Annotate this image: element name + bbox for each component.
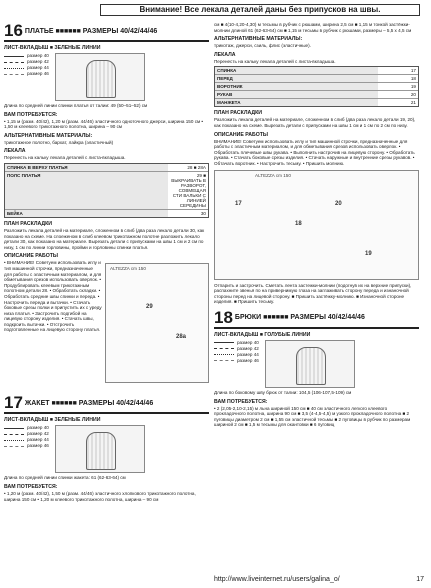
plan-heading: ПЛАН РАСКЛАДКИ [214, 110, 263, 117]
desc-text: ВНИМАНИЕ! Советуем использовать иглу и тип машинной строчки, предназначенные для работы с эластичным материалом, и для обметывания срезов использовать оверлок. • Обработать плечевые швы рукава. • Выполнить настрочив на лицевую сторону. • Обработать рукава. • Стачать боковые срезы изделия. • Стачать наружные и внутренние срезы рукавов. • Обтачать воротник. • Настрочить тесьму. • Пришить молнию. [214, 138, 415, 166]
section-number: 17 [4, 393, 23, 413]
section-18-header [214, 309, 419, 329]
width-caption: ALTEZZA cm 150 [110, 266, 146, 272]
size-label: размер 40 [237, 339, 259, 345]
line-swatch-icon [4, 74, 24, 75]
line-swatch-icon [214, 360, 234, 361]
size-label: размер 42 [237, 345, 259, 351]
size-label: размер 46 [27, 443, 49, 449]
size-legend [4, 53, 209, 101]
size-label: размер 46 [27, 71, 49, 76]
size-label: размер 44 [27, 437, 49, 443]
line-swatch-icon [214, 342, 234, 343]
sheet-label: ЛИСТ-ВКЛАДЫШ ■ ЗЕЛЕНЫЕ ЛИНИИ [4, 45, 101, 51]
plan-text: Разложить лекала деталей на материале, сложенном в слиб (два раза лекало детали 30, как показано на схеме. На слоеженом в слиб клеевом трикотажном полотне разложить лекало детали 30, как показано на материале. Вырезать детали с припусками на швы 1 см и 2 см по низу, 1 см по линии горловины, пройми и горловины спинки платья. [4, 227, 205, 250]
size-label: размер 40 [27, 53, 49, 58]
section-title: БРЮКИ ■■■■■■ РАЗМЕРЫ 40/42/44/46 [234, 314, 365, 322]
width-caption: ALTEZZA cm 150 [255, 172, 291, 178]
left-column [4, 22, 209, 502]
parts-table [214, 66, 419, 107]
source-url[interactable]: http://www.liveinternet.ru/users/galina_o/ [214, 576, 340, 583]
size-label: размер 42 [27, 431, 49, 437]
section-number: 18 [214, 307, 233, 327]
size-label: размер 42 [27, 59, 49, 64]
section-number: 16 [4, 21, 23, 40]
table-row: БЕЙКА 30 [7, 210, 206, 216]
table-row: ВОРОТНИК 19 [217, 84, 416, 90]
table-row: РУКАВ 20 [217, 92, 416, 98]
lekala-text: Перенесть на кальку лекала деталей с листа-вкладыша. [4, 155, 126, 161]
table-row: МАНЖЕТА 21 [217, 100, 416, 106]
alt-heading: АЛЬТЕРНАТИВНЫЕ МАТЕРИАЛЫ: [214, 36, 303, 43]
size-label: размер 40 [27, 425, 49, 431]
parts-table [4, 163, 209, 218]
table-row: ПЕРЕД 18 [217, 76, 416, 82]
plan-text: Разложить лекала деталей на материале, сложенном в слиб (два раза лекало детали 19, 20), как показано на схеме. Вырезать детали с припусками на швы 1 см и 1 см по 2 см по низу. [214, 117, 416, 128]
need-heading: ВАМ ПОТРЕБУЕТСЯ: [4, 111, 58, 118]
need-heading: ВАМ ПОТРЕБУЕТСЯ: [214, 398, 268, 405]
length-note: Длина по средней линии спинки жакета: 61 (62-63-64) см [4, 475, 126, 481]
size-label: размер 46 [237, 357, 259, 363]
size-legend [4, 425, 209, 473]
trousers-illustration [265, 340, 355, 388]
page-number: 17 [416, 576, 424, 583]
layout-diagram [214, 170, 419, 280]
plan-heading: ПЛАН РАСКЛАДКИ [4, 220, 53, 227]
size-label: размер 44 [237, 351, 259, 357]
piece-label: 17 [235, 200, 242, 207]
jacket-illustration [55, 425, 145, 473]
line-swatch-icon [214, 348, 234, 349]
banner: Внимание! Все лекала деталей даны без припусков на швы. [100, 4, 420, 16]
continued-text: см ■ 4(10-4,20-4,30) м тесьмы в рубчик с рюшами, ширина 2,5 см ■ 1,15 м тонкой застёжки-молнии длиной 61 (62-63-64) см ■ 1,15 м тесьмы в рубчик с рюшами, размеры – 5,5 х 4,5 см [214, 22, 412, 33]
need-text: • 1,20 м (разм. 40/42), 1,50 м (разм. 44/46) эластичного хлопкового трикотажного полотна, ширина 150 см • 1,20 м клеевого трикотажного полотна, ширина – 90 см [4, 490, 196, 502]
table-row: СПИНКА 17 [217, 68, 416, 74]
desc-heading: ОПИСАНИЕ РАБОТЫ [4, 253, 58, 260]
section-16-header [4, 22, 209, 42]
lekala-heading: ЛЕКАЛА [4, 148, 26, 155]
desc-heading: ОПИСАНИЕ РАБОТЫ [214, 131, 268, 138]
piece-label: 20 [335, 200, 342, 207]
need-heading: ВАМ ПОТРЕБУЕТСЯ: [4, 483, 58, 490]
piece-label: 28a [176, 334, 187, 341]
lekala-text: Перенесть на кальку лекала деталей с листа-вкладыша. [214, 58, 336, 64]
piece-label: 29 [146, 304, 153, 311]
piece-label: 19 [365, 250, 372, 257]
need-text: • 1,15 м (разм. 40/42), 1,20 м (разм. 44/46) эластичного одноточного джерси, ширина 150 см • 1,50 м клеевого трикотажного полотна, ширина – 90 см [4, 118, 204, 130]
alt-text: трикотажное полотно, бархат, лайкра (эластичный) [4, 139, 114, 145]
alt-text: трикотаж, джерси, сзиль, флис (эластичные). [214, 43, 311, 49]
section-title: ЖАКЕТ ■■■■■■ РАЗМЕРЫ 40/42/44/46 [24, 399, 154, 407]
need-text: • 2 (2,05-2,10-2,15) м льна шириной 150 см ■ 40 см эластичного легкого клеевого прокладочного полотна, ширина 90 см ■ 3,5 (4-4,5-4,5) м узкого прокладочного полотна ■ 2 пуговицы диаметром 2 см ■ 1,55 см эластичной тесьмы ■ 2 пуговицы в рубчик по размерам шириной 2 см ■ 1,5 м тесьмы для окантовки ■ 6 пуговиц [214, 405, 411, 428]
length-note: Длина по средней линии спинки платья от талии: 49 (50–51–52) см [4, 103, 148, 108]
piece-label: 18 [295, 220, 302, 227]
line-swatch-icon [4, 62, 24, 63]
line-swatch-icon [4, 68, 24, 69]
line-swatch-icon [4, 446, 24, 447]
size-legend [214, 340, 419, 388]
line-swatch-icon [214, 354, 234, 355]
alt-heading: АЛЬТЕРНАТИВНЫЕ МАТЕРИАЛЫ: [4, 132, 93, 139]
sheet-label: ЛИСТ-ВКЛАДЫШ ■ ГОЛУБЫЕ ЛИНИИ [214, 331, 311, 338]
table-row: СПИНКА В ВЕРХУ ПЛАТЬЯ 28 ■ 28А [7, 164, 206, 170]
section-title: ПЛАТЬЕ ■■■■■■ РАЗМЕРЫ 40/42/44/46 [24, 27, 158, 35]
layout-diagram [105, 263, 209, 383]
lekala-heading: ЛЕКАЛА [214, 51, 236, 58]
section-17-header [4, 394, 209, 414]
table-row: ПОЛС ПЛАТЬЯ 29 ■ ВЫКРАИВАТЬ В РАЗВОРОТ, СОВМЕЩАЯ СТИ ВАЛЬКИ С ЛИНИЕЙ СЕРЕДИНЫ [7, 172, 206, 208]
size-label: размер 44 [27, 65, 49, 70]
line-swatch-icon [4, 434, 24, 435]
right-column [214, 22, 419, 428]
line-swatch-icon [4, 56, 24, 57]
desc-text: • ВНИМАНИЕ! Советуем использовать иглу и тип машинной строчки, предназначенные для работы с эластичным материалом, и для обметывания срезов использовать оверлок. • Продублировать клеевым трикотажным полотном детали 28. • Обработать складки. • Обработать средние швы спинки и переда. • Настрочить переда и вытачки. • Стачать боковые срезы полки и припустить их с уреду низа платья. • Застрочить подгибой на лицевую сторону изделия. • Стачать швы, подкроить вытачки. • Отстрочить подготовленные на лицевую сторону платья. [4, 260, 102, 333]
length-note: Длина по боковому шву брюк от талии: 104,5 (106-107,5-109) см [214, 389, 352, 395]
page-footer [214, 576, 424, 583]
dress-illustration [55, 53, 145, 101]
sheet-label: ЛИСТ-ВКЛАДЫШ ■ ЗЕЛЕНЫЕ ЛИНИИ [4, 417, 101, 424]
line-swatch-icon [4, 428, 24, 429]
continued-text: Отпарить и застрочить. Сметать лента застежки-молнии (подогнув их на верхние припуски), распахните звенья по на привернимую глаза на заглаживать сторону переда и изнаночной стороны перед на лицевой сторону. ■ Пришить застёжку-молнию. ■ Изнаночной стороне изделия. ■ Пришить тесьму. [214, 282, 412, 305]
line-swatch-icon [4, 440, 24, 441]
